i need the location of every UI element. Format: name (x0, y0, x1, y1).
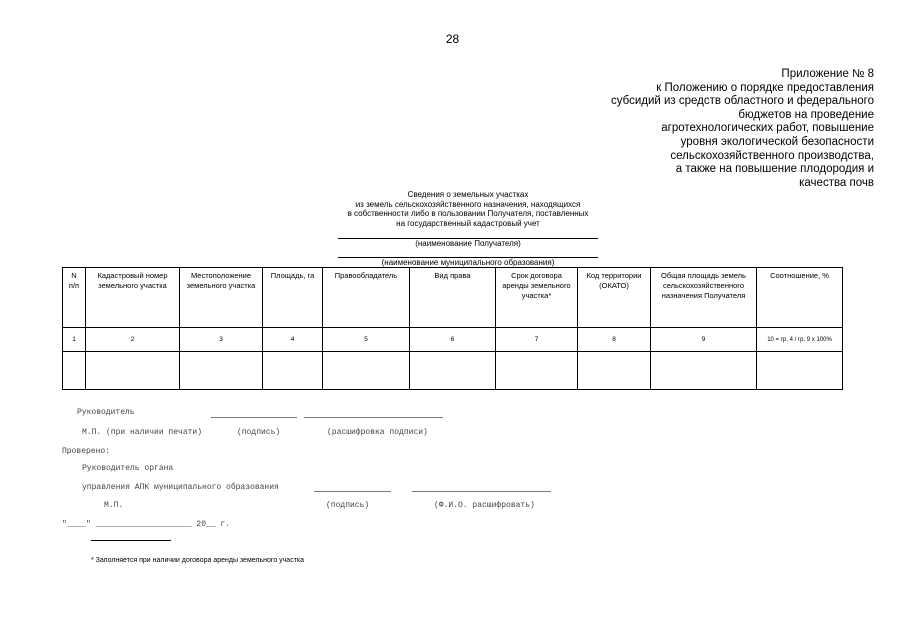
appendix-line: к Положению о порядке предоставления (656, 81, 874, 94)
number-cell: 4 (263, 328, 323, 352)
mp-label: М.П. (104, 501, 124, 510)
header-cell: Кадастровый номер земельного участка (86, 268, 180, 328)
header-cell: Срок договора аренды земельного участка* (496, 268, 578, 328)
appendix-line: а также на повышение плодородия и (675, 163, 874, 176)
number-cell: 3 (180, 328, 263, 352)
footnote-separator (91, 540, 171, 541)
header-cell: Площадь, га (263, 268, 323, 328)
header-cell: Соотношение, % (757, 268, 843, 328)
signature-caption: (подпись) (237, 428, 281, 437)
empty-cell (578, 352, 651, 390)
land-plots-table (62, 267, 843, 390)
empty-cell (180, 352, 263, 390)
organ-fio-line (412, 491, 551, 492)
header-cell: Местоположение земельного участка (180, 268, 263, 328)
number-cell: 1 (63, 328, 86, 352)
header-cell: N п/п (63, 268, 86, 328)
form-heading (318, 190, 618, 228)
table-number-row (63, 328, 843, 352)
date-line: "____" ____________________ 20__ г. (62, 520, 231, 529)
appendix-line: субсидий из средств областного и федерального (610, 95, 874, 108)
head-decoding-line (304, 417, 443, 418)
number-cell: 8 (578, 328, 651, 352)
footnote: * Заполняется при наличии договора аренды земельного участка (91, 557, 305, 564)
head-label: Руководитель (77, 408, 135, 417)
number-cell: 9 (651, 328, 757, 352)
empty-cell (757, 352, 843, 390)
empty-cell (410, 352, 496, 390)
empty-cell (63, 352, 86, 390)
empty-cell (496, 352, 578, 390)
number-cell: 2 (86, 328, 180, 352)
number-cell: 10 = гр. 4 / гр. 9 x 100% (757, 328, 843, 352)
empty-cell (651, 352, 757, 390)
appendix-line: уровня экологической безопасности (680, 135, 874, 148)
appendix-line: качества почв (799, 176, 874, 189)
table-empty-row (63, 352, 843, 390)
stamp-label: М.П. (при наличии печати) (82, 428, 203, 437)
fio-caption: (Ф.И.О. расшифровать) (434, 501, 535, 510)
appendix-line: бюджетов на проведение (738, 108, 874, 121)
organ-head-label: Руководитель органа (82, 464, 174, 473)
organ-signature-line (314, 491, 391, 492)
organ-name-label: управления АПК муниципального образования (82, 483, 279, 492)
empty-cell (323, 352, 410, 390)
number-cell: 6 (410, 328, 496, 352)
header-cell: Правообладатель (323, 268, 410, 328)
appendix-block (554, 68, 874, 190)
recipient-caption: (наименование Получателя) (415, 239, 521, 248)
heading-line: на государственный кадастровый учет (396, 218, 540, 228)
organ-signature-caption: (подпись) (326, 501, 370, 510)
head-signature-line (211, 417, 297, 418)
heading-line: Сведения о земельных участках (407, 190, 529, 199)
appendix-line: агротехнологических работ, повышение (661, 122, 874, 135)
decoding-caption: (расшифровка подписи) (327, 428, 428, 437)
empty-cell (263, 352, 323, 390)
number-cell: 5 (323, 328, 410, 352)
checked-label: Проверено: (62, 447, 111, 456)
empty-cell (86, 352, 180, 390)
header-cell: Общая площадь земель сельскохозяйственного назначения Получателя (651, 268, 757, 328)
table-header-row (63, 268, 843, 328)
heading-line: из земель сельскохозяйственного назначения, находящихся (355, 199, 581, 209)
page-number: 28 (445, 32, 460, 46)
number-cell: 7 (496, 328, 578, 352)
header-cell: Код территории (ОКАТО) (578, 268, 651, 328)
municipality-caption: (наименование муниципального образования) (381, 258, 555, 267)
appendix-line: сельскохозяйственного производства, (670, 149, 874, 162)
header-cell: Вид права (410, 268, 496, 328)
appendix-line: Приложение № 8 (781, 68, 874, 80)
heading-line: в собственности либо в пользовании Получателя, поставленных (347, 209, 589, 218)
